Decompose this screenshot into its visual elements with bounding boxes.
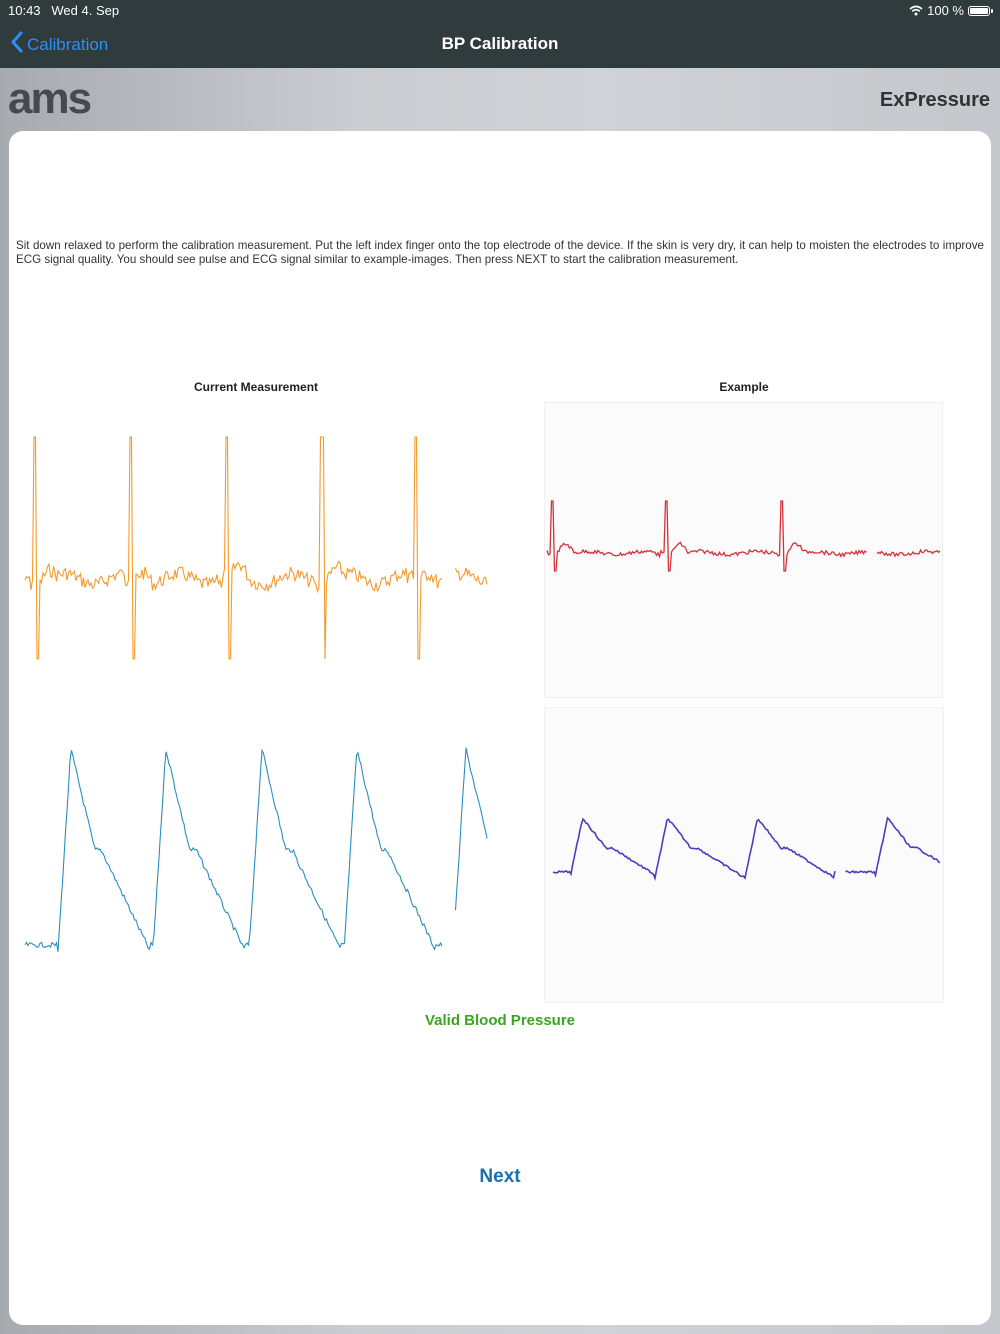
- status-time: [8, 3, 119, 18]
- ecg-current-chart: [23, 429, 489, 669]
- ppg-example-chart: [545, 708, 943, 1002]
- content-card: [9, 131, 991, 1325]
- logo-text: ams: [8, 82, 91, 116]
- instructions-text: Sit down relaxed to perform the calibration measurement. Put the left index finger onto the top electrode of the device. If the skin is very dry, it can help to moisten the electrodes to improve ECG signal quality. You should see pulse and ECG signal similar to example-images. Then press NEXT to start the calibration measurement.: [16, 239, 984, 266]
- top-bar: [0, 0, 1000, 68]
- ecg-current-line: [25, 437, 487, 659]
- ecg-example-line: [547, 501, 940, 571]
- status-clock: 10:43: [8, 3, 41, 18]
- example-title: Example: [719, 380, 769, 394]
- status-date: Wed 4. Sep: [51, 3, 120, 18]
- ecg-example-frame: [544, 402, 943, 698]
- battery-percent: 100 %: [927, 3, 964, 18]
- ppg-example-line: [553, 818, 940, 878]
- ppg-current-chart: [23, 731, 489, 976]
- ecg-example-chart: [545, 403, 942, 697]
- status-right: [909, 3, 990, 18]
- nav-title: BP Calibration: [441, 34, 559, 53]
- current-measurement-title: Current Measurement: [193, 380, 319, 394]
- valid-blood-pressure-label: Valid Blood Pressure: [424, 1012, 576, 1029]
- battery-icon: [968, 6, 990, 16]
- ppg-current-line: [25, 748, 487, 952]
- app-name: ExPressure: [879, 89, 990, 111]
- wifi-icon: [909, 5, 923, 16]
- ppg-example-frame: [544, 707, 944, 1003]
- next-button[interactable]: Next: [479, 1166, 521, 1187]
- ams-logo: [8, 82, 128, 121]
- back-label: Calibration: [27, 34, 109, 54]
